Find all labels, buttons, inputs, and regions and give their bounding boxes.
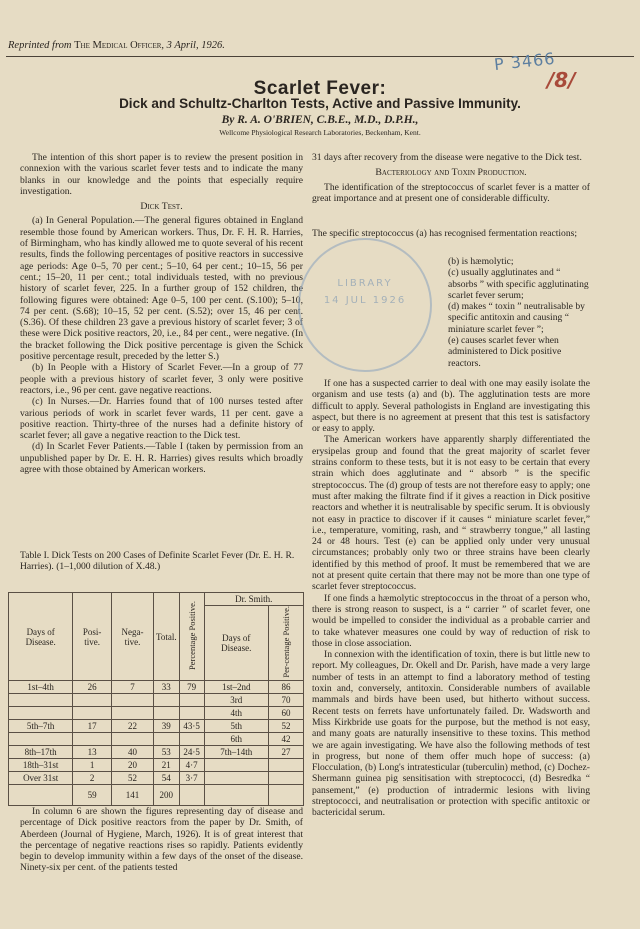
totals-empty-3 bbox=[268, 785, 303, 806]
cell-total bbox=[153, 707, 179, 720]
header-negative: Nega-tive. bbox=[111, 593, 153, 681]
header-percentage bbox=[179, 593, 204, 681]
table-row bbox=[9, 746, 304, 759]
cell-neg bbox=[111, 733, 153, 746]
cell-pct: 79 bbox=[179, 681, 204, 694]
paragraph-c: (c) In Nurses.—Dr. Harries found that of 100 nurses tested after various periods of work in scarlet fever wards, 11 per cent. gave a positive reaction. Thirty-three of the nurses had a definite history of scarlet fever; all gave a negative reaction to the Dick test. bbox=[20, 396, 303, 442]
table-row bbox=[9, 772, 304, 785]
cell-spct: 42 bbox=[268, 733, 303, 746]
cell-sdays: 4th bbox=[204, 707, 268, 720]
cell-days bbox=[9, 694, 73, 707]
cell-neg bbox=[111, 707, 153, 720]
catalog-stamp: P 3466 bbox=[493, 48, 557, 75]
reprint-line bbox=[8, 40, 225, 51]
header-days: Days of Disease. bbox=[9, 593, 73, 681]
list-item: (d) makes “ toxin ” neutralisable by specific antitoxin and causing “ miniature scarlet fever ”; bbox=[448, 301, 585, 335]
paragraph-d: (d) In Scarlet Fever Patients.—Table I (taken by permission from an unpublished paper by Dr. E. H. R. Harries) gives results which broadly agree with those obtained by American workers. bbox=[20, 441, 303, 476]
table-body bbox=[9, 681, 304, 785]
cell-neg: 7 bbox=[111, 681, 153, 694]
number-stamp: /8/ bbox=[547, 68, 576, 92]
list-item: (c) usually agglutinates and “ absorbs ” with specific agglutinating scarlet fever serum; bbox=[448, 267, 589, 301]
header-smith: Dr. Smith. bbox=[204, 593, 303, 606]
cell-neg: 52 bbox=[111, 772, 153, 785]
affiliation-line: Wellcome Physiological Research Laboratories, Beckenham, Kent. bbox=[219, 128, 421, 137]
cell-pct: 43·5 bbox=[179, 720, 204, 733]
cell-pos: 1 bbox=[73, 759, 112, 772]
cell-total: 39 bbox=[153, 720, 179, 733]
cell-days bbox=[9, 707, 73, 720]
cell-pct bbox=[179, 733, 204, 746]
table-row bbox=[9, 720, 304, 733]
cell-total: 33 bbox=[153, 681, 179, 694]
reprint-prefix: Reprinted from bbox=[8, 40, 72, 51]
totals-label bbox=[9, 785, 73, 806]
cell-neg: 22 bbox=[111, 720, 153, 733]
totals-empty-1 bbox=[179, 785, 204, 806]
table-caption: Table I. Dick Tests on 200 Cases of Definite Scarlet Fever (Dr. E. H. R. Harries). (1–1,000 dilution of X.48.) bbox=[20, 550, 295, 573]
list-item: (e) causes scarlet fever when administered to Dick positive reactors. bbox=[448, 335, 562, 369]
cell-pos bbox=[73, 733, 112, 746]
cell-pos: 2 bbox=[73, 772, 112, 785]
cell-neg bbox=[111, 694, 153, 707]
cell-sdays bbox=[204, 772, 268, 785]
right-paragraph-5: In connexion with the identification of toxin, there is but little new to report. My colleagues, Dr. Okell and Dr. Parish, have made a very large number of tests in an attempt to find a laboratory method of testing toxin and, conversely, antitoxin. Considerable numbers of available mammals and birds have been used, but hitherto without success. Recent tests on ferrets have unfortunately failed. Dr. Wadsworth and Miss Kirkbride use goats for the purpose, but the method is not easy, and many goats are naturally insensitive to these toxins. This method we are again investigating. We have also the following methods of test in progress, but none of them offer much hope of success: (a) Flocculation, (b) Long's intratesticular (tuberculin) method, (c) Dochez-Shermann guinea pig sensitisation with streptococci, (d) Besredka “ pansement,” (e) production of intradermic lesions with living streptococci, and neutralisation or protection with specific antitoxic or bactericidal serum. bbox=[312, 649, 590, 819]
author-line: By R. A. O'BRIEN, C.B.E., M.D., D.P.H., bbox=[221, 114, 419, 126]
library-stamp-date: 14 JUL 1926 bbox=[323, 295, 407, 306]
right-column-top bbox=[312, 152, 590, 204]
header-total: Total. bbox=[153, 593, 179, 681]
below-table-paragraph: In column 6 are shown the figures representing day of disease and percentage of Dick positive reactors from the paper by Dr. Smith, of Aberdeen (Journal of Hygiene, March, 1926). It is of great interest that the percentage of negative reactions rises so rapidly. Patients evidently begin to develop immunity within a few days of the onset of the disease. Ninety-six per cent. of the patients tested bbox=[20, 806, 303, 874]
list-items bbox=[448, 256, 590, 369]
cell-spct: 86 bbox=[268, 681, 303, 694]
dick-test-table bbox=[8, 592, 304, 806]
cell-sdays bbox=[204, 759, 268, 772]
cell-total: 54 bbox=[153, 772, 179, 785]
table-header-row bbox=[9, 593, 304, 606]
cell-pos: 13 bbox=[73, 746, 112, 759]
cell-days: 18th–31st bbox=[9, 759, 73, 772]
cell-pos bbox=[73, 694, 112, 707]
right-paragraph-4: If one finds a hæmolytic streptococcus in the throat of a person who, there is strong reason to suspect, is a “ carrier ” of scarlet fever, one would be impelled to consider the individual as a probable carrier and to take whatever measures one could by way of reduction of risk to those in close association. bbox=[312, 592, 590, 649]
cell-pos bbox=[73, 707, 112, 720]
left-column bbox=[20, 152, 303, 475]
cell-sdays: 3rd bbox=[204, 694, 268, 707]
cell-days bbox=[9, 733, 73, 746]
cell-pct: 3·7 bbox=[179, 772, 204, 785]
paragraph-a: (a) In General Population.—The general figures obtained in England resemble those found by American workers. Thus, Dr. F. H. R. Harries, of Birmingham, who has kindly allowed me to quote several of his recent results, finds the following percentages of positive reactors in successive age periods: Age 0–5, 70 per cent.; 5–10, 64 per cent.; 10–15, 56 per cent.; 15–20, 11 per cent.; total individuals tested, with no previous history of scarlet fever, 225. In a further group of 152 children, the following figures were obtained: Age 0–5, 100 per cent. (S.100); 5–10, 74 per cent. (S.68); 10–15, 52 per cent. (S.52); over 15, 46 per cent. (S.36). Of these children 23 gave a previous history of scarlet fever; 3 of these were Dick positive reactors, 20, i.e., 84 per cent., were negative. (In the bracket following the Dick positive percentage is given the Schick positive percentage result, preceded by the letter S.) bbox=[20, 215, 303, 363]
library-stamp-text bbox=[320, 278, 410, 306]
header-smith-days: Days of Disease. bbox=[204, 606, 268, 681]
header-smith-pct bbox=[268, 606, 303, 681]
cell-spct bbox=[268, 759, 303, 772]
cell-days: 5th–7th bbox=[9, 720, 73, 733]
header-smith-pct-text: Per-centage Positive. bbox=[280, 606, 291, 678]
right-paragraph-1: The identification of the streptococcus of scarlet fever is a matter of great importance and at present one of considerable difficulty. bbox=[312, 181, 590, 204]
cell-sdays: 5th bbox=[204, 720, 268, 733]
page-title: Scarlet Fever: bbox=[253, 78, 387, 99]
cell-pct: 4·7 bbox=[179, 759, 204, 772]
cell-pct bbox=[179, 694, 204, 707]
cell-neg: 20 bbox=[111, 759, 153, 772]
cell-sdays: 1st–2nd bbox=[204, 681, 268, 694]
cell-spct: 70 bbox=[268, 694, 303, 707]
reprint-date: , 3 April, 1926. bbox=[161, 40, 225, 51]
cell-spct: 27 bbox=[268, 746, 303, 759]
list-intro: The specific streptococcus (a) has recognised fermentation reactions; bbox=[312, 228, 578, 239]
right-column-lower bbox=[312, 378, 590, 819]
right-top-paragraph: 31 days after recovery from the disease were negative to the Dick test. bbox=[312, 152, 582, 163]
paragraph-b: (b) In People with a History of Scarlet Fever.—In a group of 77 people with a previous history of scarlet fever, 3 only were positive reactors, i.e., 96 per cent. gave negative reactions. bbox=[20, 362, 303, 396]
cell-total bbox=[153, 694, 179, 707]
totals-empty-2 bbox=[204, 785, 268, 806]
table-row bbox=[9, 681, 304, 694]
library-stamp bbox=[298, 238, 432, 372]
list-item: (b) is hæmolytic; bbox=[448, 256, 514, 267]
cell-pct: 24·5 bbox=[179, 746, 204, 759]
below-table-text bbox=[20, 806, 303, 874]
header-positive: Posi-tive. bbox=[73, 593, 112, 681]
total-all: 200 bbox=[153, 785, 179, 806]
table-row bbox=[9, 694, 304, 707]
table-row bbox=[9, 707, 304, 720]
cell-total bbox=[153, 733, 179, 746]
total-negative: 141 bbox=[111, 785, 153, 806]
cell-spct: 52 bbox=[268, 720, 303, 733]
table-totals-row bbox=[9, 785, 304, 806]
cell-total: 21 bbox=[153, 759, 179, 772]
library-stamp-line1: LIBRARY bbox=[337, 278, 393, 289]
cell-pos: 26 bbox=[73, 681, 112, 694]
cell-neg: 40 bbox=[111, 746, 153, 759]
cell-days: Over 31st bbox=[9, 772, 73, 785]
intro-paragraph: The intention of this short paper is to review the present position in connexion with the various scarlet fever tests and to indicate the many blanks in our knowledge and the points that especially require investigation. bbox=[20, 152, 303, 197]
table-row bbox=[9, 733, 304, 746]
cell-sdays: 7th–14th bbox=[204, 746, 268, 759]
cell-spct bbox=[268, 772, 303, 785]
total-positive: 59 bbox=[73, 785, 112, 806]
cell-spct: 60 bbox=[268, 707, 303, 720]
right-paragraph-3: The American workers have apparently sharply differentiated the erysipelas group and found that the great majority of scarlet fever strains conform to these tests, but it is not easy to be certain that every strain which does agglutinate and “ absorb ” is the specific streptococcus. The (d) group of tests are not therefore easy to apply; one must after making the filtrate find if it gives a reaction in Dick positive reactors and whether it is neutralisable by specific serum. It is obviously not easy in practice to discover if it causes “ miniature scarlet fever,” i.e., temperature, vomiting, rash, and “ strawberry tongue,” all lasting 24 or 48 hours. Test (e) can be applied only under very unusual circumstances; probably only two or three strains have been clearly identified by this method of proof. It must be remembered that we are not at present quite certain that there may not be more than one type of scarlet fever streptococcus. bbox=[312, 434, 590, 593]
header-percentage-text: Percentage Positive. bbox=[186, 601, 197, 670]
right-paragraph-2: If one has a suspected carrier to deal with one may easily isolate the organism and use tests (a) and (b). The agglutination tests are more difficult to apply. Several pathologists in England are investigating this aspect, but there is no agreement at present that this test is satisfactory or easy to apply. bbox=[312, 378, 590, 435]
cell-pct bbox=[179, 707, 204, 720]
cell-total: 53 bbox=[153, 746, 179, 759]
section-heading-dick: Dick Test. bbox=[140, 201, 183, 213]
cell-pos: 17 bbox=[73, 720, 112, 733]
section-heading-bacteriology: Bacteriology and Toxin Production. bbox=[375, 167, 527, 179]
page-subtitle: Dick and Schultz-Charlton Tests, Active and Passive Immunity. bbox=[119, 96, 521, 111]
cell-sdays: 6th bbox=[204, 733, 268, 746]
cell-days: 1st–4th bbox=[9, 681, 73, 694]
table-row bbox=[9, 759, 304, 772]
journal-name: The Medical Officer bbox=[74, 40, 162, 51]
cell-days: 8th–17th bbox=[9, 746, 73, 759]
